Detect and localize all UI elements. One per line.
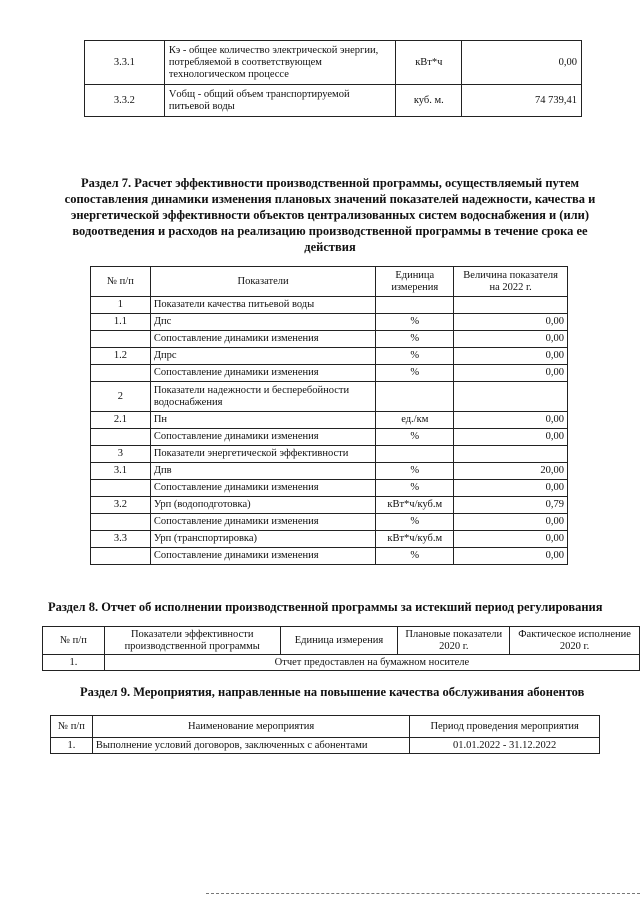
table-row	[91, 514, 568, 531]
indicator-name: Показатели энергетической эффективности	[150, 446, 375, 463]
value-cell: 0,00	[454, 548, 568, 565]
value-cell: 0,00	[454, 412, 568, 429]
unit-cell: %	[376, 331, 454, 348]
header-num: № п/п	[51, 716, 93, 738]
section-8-table	[42, 626, 640, 671]
table-row	[85, 85, 582, 117]
row-number: 3.3.1	[85, 41, 165, 85]
value-cell: 74 739,41	[462, 85, 582, 117]
value-cell: 0,00	[454, 429, 568, 446]
value-cell	[454, 297, 568, 314]
header-name: Наименование мероприятия	[92, 716, 409, 738]
row-number: 3.3.2	[85, 85, 165, 117]
row-number: 3.3	[91, 531, 151, 548]
report-note: Отчет предоставлен на бумажном носителе	[104, 655, 639, 671]
row-number	[91, 480, 151, 497]
indicator-name: Vобщ - общий объем транспортируемой питьевой воды	[164, 85, 396, 117]
section-7-title: Раздел 7. Расчет эффективности производственной программы, осуществляемый путем сопоставления динамики изменения плановых значений показателей надежности, качества и энергетической эффективности объектов централизованных систем водоснабжения и (или) водоотведения и расходов на реализацию производственной программы в течение срока ее действия	[64, 176, 596, 254]
table-row	[91, 348, 568, 365]
unit-cell	[376, 382, 454, 412]
unit-cell: %	[376, 365, 454, 382]
unit-cell: %	[376, 514, 454, 531]
table-row	[91, 497, 568, 514]
header-num: № п/п	[91, 267, 151, 297]
unit-cell: кВт*ч/куб.м	[376, 531, 454, 548]
value-cell	[454, 382, 568, 412]
row-number: 1	[91, 297, 151, 314]
section-9-table	[50, 715, 600, 754]
value-cell: 0,00	[454, 348, 568, 365]
indicator-name: Урп (транспортировка)	[150, 531, 375, 548]
indicator-name: Сопоставление динамики изменения	[150, 480, 375, 497]
row-number: 2	[91, 382, 151, 412]
table-row	[91, 531, 568, 548]
value-cell: 0,00	[462, 41, 582, 85]
header-num: № п/п	[43, 627, 105, 655]
table-row	[85, 41, 582, 85]
page-footer-line	[206, 893, 640, 894]
unit-cell: %	[376, 548, 454, 565]
header-name: Показатели	[150, 267, 375, 297]
indicator-name: Сопоставление динамики изменения	[150, 514, 375, 531]
row-number	[91, 514, 151, 531]
measure-period: 01.01.2022 - 31.12.2022	[410, 738, 600, 754]
indicator-name: Сопоставление динамики изменения	[150, 331, 375, 348]
unit-cell: %	[376, 348, 454, 365]
table-row	[51, 738, 600, 754]
row-number: 3	[91, 446, 151, 463]
unit-cell: кВт*ч/куб.м	[376, 497, 454, 514]
section-9-title: Раздел 9. Мероприятия, направленные на повышение качества обслуживания абонентов	[80, 685, 585, 699]
header-value: Величина показателя на 2022 г.	[454, 267, 568, 297]
value-cell: 0,00	[454, 514, 568, 531]
table-row	[91, 412, 568, 429]
value-cell: 0,00	[454, 531, 568, 548]
unit-cell: куб. м.	[396, 85, 462, 117]
table-row	[91, 480, 568, 497]
header-period: Период проведения мероприятия	[410, 716, 600, 738]
value-cell: 0,00	[454, 480, 568, 497]
row-number: 1.	[51, 738, 93, 754]
table-row	[91, 429, 568, 446]
table-header-row	[43, 627, 640, 655]
table-row	[91, 314, 568, 331]
row-number: 3.2	[91, 497, 151, 514]
unit-cell: кВт*ч	[396, 41, 462, 85]
indicator-name: Дпв	[150, 463, 375, 480]
table-row	[91, 463, 568, 480]
row-number: 1.1	[91, 314, 151, 331]
indicator-name: Показатели качества питьевой воды	[150, 297, 375, 314]
row-number: 2.1	[91, 412, 151, 429]
header-unit: Единица измерения	[376, 267, 454, 297]
row-number	[91, 429, 151, 446]
table-header-row	[91, 267, 568, 297]
table-row	[91, 365, 568, 382]
value-cell: 0,00	[454, 365, 568, 382]
row-number	[91, 365, 151, 382]
section-7-table	[90, 266, 568, 565]
row-number: 1.	[43, 655, 105, 671]
indicator-name: Сопоставление динамики изменения	[150, 365, 375, 382]
header-unit: Единица измерения	[280, 627, 398, 655]
unit-cell	[376, 297, 454, 314]
header-indicators: Показатели эффективности производственной программы	[104, 627, 280, 655]
row-number: 3.1	[91, 463, 151, 480]
table-row	[43, 655, 640, 671]
row-number	[91, 331, 151, 348]
indicator-name: Сопоставление динамики изменения	[150, 548, 375, 565]
section-3-3-table	[84, 40, 582, 117]
value-cell: 0,00	[454, 314, 568, 331]
header-fact: Фактическое исполнение 2020 г.	[510, 627, 640, 655]
value-cell	[454, 446, 568, 463]
unit-cell: %	[376, 429, 454, 446]
table-row	[91, 446, 568, 463]
unit-cell: %	[376, 463, 454, 480]
indicator-name: Урп (водоподготовка)	[150, 497, 375, 514]
indicator-name: Дпрс	[150, 348, 375, 365]
measure-name: Выполнение условий договоров, заключенных с абонентами	[92, 738, 409, 754]
indicator-name: Пн	[150, 412, 375, 429]
table-header-row	[51, 716, 600, 738]
table-row	[91, 548, 568, 565]
indicator-name: Сопоставление динамики изменения	[150, 429, 375, 446]
unit-cell: %	[376, 480, 454, 497]
section-8-title: Раздел 8. Отчет об исполнении производственной программы за истекший период регулирования	[48, 600, 603, 614]
indicator-name: Дпс	[150, 314, 375, 331]
unit-cell	[376, 446, 454, 463]
row-number	[91, 548, 151, 565]
unit-cell: ед./км	[376, 412, 454, 429]
table-row	[91, 297, 568, 314]
header-plan: Плановые показатели 2020 г.	[398, 627, 510, 655]
table-row	[91, 382, 568, 412]
indicator-name: Показатели надежности и бесперебойности водоснабжения	[150, 382, 375, 412]
section-7-table-body	[91, 297, 568, 565]
value-cell: 20,00	[454, 463, 568, 480]
unit-cell: %	[376, 314, 454, 331]
table-row	[91, 331, 568, 348]
row-number: 1.2	[91, 348, 151, 365]
indicator-name: Кэ - общее количество электрической энергии, потребляемой в соответствующем технологическом процессе	[164, 41, 396, 85]
value-cell: 0,00	[454, 331, 568, 348]
value-cell: 0,79	[454, 497, 568, 514]
